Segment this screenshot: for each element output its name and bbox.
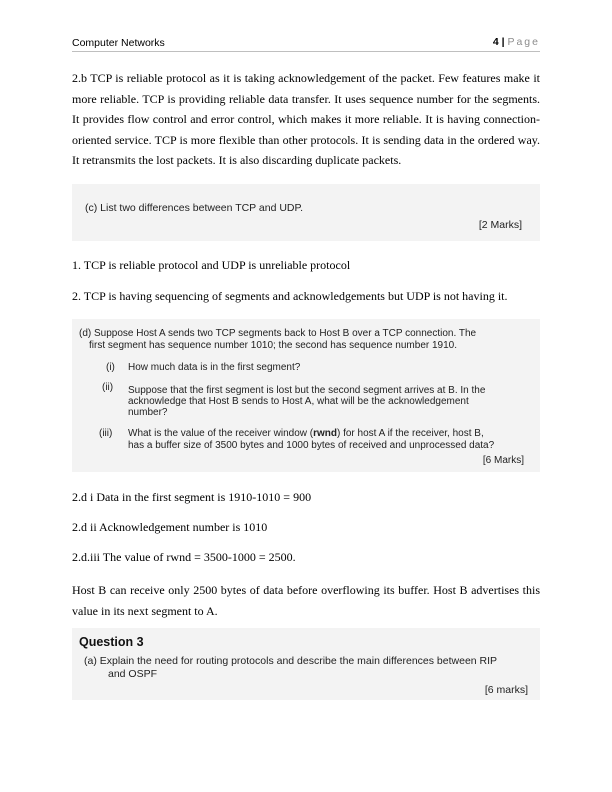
header-divider <box>72 51 540 52</box>
question-c-image <box>72 184 540 241</box>
question-c-marks: [2 Marks] <box>478 219 522 231</box>
question-3-title: Question 3 <box>79 635 144 649</box>
question-d-intro-1: (d) Suppose Host A sends two TCP segments back to Host B over a TCP connection. The <box>79 328 477 339</box>
question-3-line-2: and OSPF <box>108 668 158 680</box>
question-d-item-2-line-3: number? <box>128 407 168 418</box>
question-d-image <box>72 319 540 472</box>
question-d-item-1-line-1: How much data is in the first segment? <box>128 362 301 373</box>
question-d-item-1-num: (i) <box>106 362 115 373</box>
question-d-item-2-line-2: acknowledge that Host B sends to Host A, what will be the acknowledgement <box>128 396 469 407</box>
question-d-item-3-line-1: What is the value of the receiver window (rwnd) for host A if the receiver, host B, <box>128 428 484 439</box>
page-label: Page <box>507 36 540 48</box>
question-3-line-1: (a) Explain the need for routing protocols and describe the main differences between RIP <box>84 655 498 667</box>
question-3-marks: [6 marks] <box>484 684 528 696</box>
answer-d-iii: 2.d.iii The value of rwnd = 3500-1000 = 2500. <box>72 550 296 564</box>
question-d-item-3-line-2: has a buffer size of 3500 bytes and 1000 bytes of received and unprocessed data? <box>128 440 495 451</box>
question-d-intro-2: first segment has sequence number 1010; the second has sequence number 1910. <box>89 340 458 351</box>
page-separator: | <box>501 36 505 48</box>
question-d-item-2-line-1: Suppose that the first segment is lost but the second segment arrives at B. In the <box>128 385 486 396</box>
header-page-info <box>493 36 540 48</box>
answer-d-ii: 2.d ii Acknowledgement number is 1010 <box>72 520 268 534</box>
answer-2b: 2.b TCP is reliable protocol as it is taking acknowledgement of the packet. Few features make it more reliable. TCP is providing reliable data transfer. It uses sequence number for the segments. It provides flow control and error control, which makes it more reliable. It is having connection-oriented service. TCP is more flexible than other protocols. It is sending data in the ordered way. It retransmits the lost packets. It is also discarding duplicate packets. <box>72 71 540 168</box>
question-d-marks: [6 Marks] <box>482 455 524 466</box>
page-number: 4 <box>492 36 499 48</box>
question-3-image <box>72 628 540 700</box>
answer-c-1: 1. TCP is reliable protocol and UDP is unreliable protocol <box>72 258 351 272</box>
answer-d-i: 2.d i Data in the first segment is 1910-1010 = 900 <box>72 490 312 504</box>
answer-c-2: 2. TCP is having sequencing of segments and acknowledgements but UDP is not having it. <box>72 289 508 303</box>
question-c-text: (c) List two differences between TCP and UDP. <box>85 202 304 214</box>
question-d-item-3-num: (iii) <box>99 428 113 439</box>
header-title: Computer Networks <box>72 37 165 49</box>
explanation-d: Host B can receive only 2500 bytes of data before overflowing its buffer. Host B advertises this value in its next segment to A. <box>72 583 540 618</box>
question-d-item-2-num: (ii) <box>102 382 114 393</box>
